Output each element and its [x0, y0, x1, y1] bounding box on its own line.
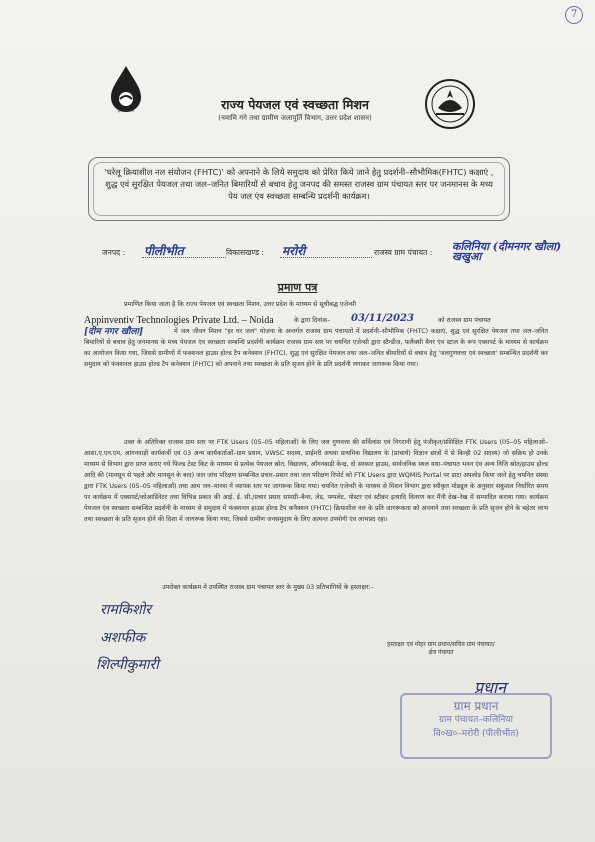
page-number: 7: [565, 6, 583, 24]
banner-text: 'घरेलू क्रियाशील नल संयोजन (FHTC)' को अपनाने के लिये समुदाय को प्रेरित किये जाने हेतु प्रदर्शनी–सौभौमिक(FHTC) कक्षाएं , शुद्ध एवं सुरक्षित पेयजल तथा जल–जनित बिमारियों से बचाव हेतु जनपद की समस्त राजस्व ग्राम पंचायत स्तर पर जनमानस के मध्य पेय जल एंव स्वच्छता सम्बन्धि प्रदर्शनी कार्यक्रम।: [104, 167, 494, 201]
water-drop-logo-icon: [96, 62, 156, 138]
after-date-text: को राजस्व ग्राम पंचायत: [438, 317, 491, 324]
stamp-line-3: वि०ख०–मरोरी (पीलीभीत): [433, 729, 519, 739]
participants-heading: उपरोक्त कार्यक्रम में उपस्थित राजस्व ग्राम पंचायत स्तर के मुख्य 03 प्रतिभागियों के हस्ताक्षर:–: [162, 584, 374, 591]
block-label: विकासखण्ड :: [226, 248, 264, 257]
stamp-line-1: ग्राम प्रधान: [453, 699, 499, 713]
signature-label: हस्ताक्षर एवं मोहर ग्राम प्रधान/सचिव ग्राम पंचायत/ क्षेत्र पंचायत: [387, 641, 495, 656]
district-value: पीलीभीत: [144, 244, 184, 258]
district-dotline: [142, 257, 226, 258]
certificate-title: प्रमाण पत्र: [277, 281, 318, 294]
paragraph-1: में जल जीवन मिशन "हर घर जल" योजना के अन्तर्गत राजस्व ग्राम पंचायतों में प्रदर्शनी–सौभौमिक (FHTC) कक्षाएं, शुद्ध एवं सुरक्षित पेयजल तथा जल–जनित बिमारियों से बचाव हेतु जनमानस के मध्य पेयजल एंव स्वच्छता सम्बन्धि प्रदर्शनी कार्यक्रम राजस्व ग्राम स्तर पर चयनित एजेन्सी द्वारा स्टैन्डीज, फलैक्सी बैनर एंव स्टाल के रूप एक्सपर्ट के माध्यम से कार्यक्रम का आयोजन किया गया, जिससे ग्रामीणों में फक्शनल हाउस होल्ड टैप कनेक्शन (FHTC), शुद्ध एवं सुरक्षित पेयजल तथा जल–जनित बीमारियों से बचाव हेतु 'जलगुणवत्ता एवं स्वच्छता' सम्बन्धित प्रदर्शनी कर समुदाय को फंक्शनल हाउस होल्ड टैप कनेक्शन (FHTC) को अपनाने तथा स्वच्छता के प्रति सृजन होने के प्रति प्रदर्शनी लगाकर जागरूक किया गया।: [84, 328, 548, 368]
paragraph-2: उक्त के अतिरिक्त राजस्व ग्राम स्तर पर FTK Users (05–05 महिलाओं) के लिए जल गुणवत्ता की सर्विलांस एवं निगरानी हेतु पंजीकृत/प्रशिक्षित FTK Users (05–05 महिलाओं–आशा,ए.एन.एम, आंगनवाड़ी कार्यकर्त्री एवं 03 अन्य कार्यकर्ताओं–ग्राम प्रधान, VWSC सदस्य, प्राईमरी अथवा प्राथमिक विद्यालय के (प्राचार्य) विज्ञान छात्रों में से किन्ही 02 सदस्य) जो सक्रिय हो उनके माध्यम से विभाग द्वारा प्राप्त कराए गये फिल्ड टेस्ट किट के माध्यम से प्रत्येक पेयजल स्रोत, विद्यालय, आँगनबाड़ी केन्द्र, दो सरकार हाउस, सार्वजनिक स्थल यथा–पंचायत भवन एंव अन्य निजि स्रोत/हाउस होल्ड आदि की (मानसून से पहले और मानसून के बाद) जल जांच परिक्षण सम्बन्धित प्रचार–प्रसार तथा जल परिक्षण रिपोर्ट को FTK Users द्वारा WQMIS Portal पर डाटा अपलोड किया जाने हेतु चयनित संस्था द्वारा FTK Users (05–05 महिलाओं) तथा आम जन–मानस में व्यापक स्तर पर जागरूक किया गया। चयनित एजेन्सी के माध्यम से मिशन विभाग द्वारा स्वीकृत मोड्यूल के अनुसार सकुशल निर्धारित समय पर कार्यक्रम में एक्सपर्ट/कोआर्डिनेटर तथा विभिन्न प्रकार की आई. ई. सी./प्रचार प्रसार सामग्री–बैनर, लेड, पम्पलेट, पोस्टर एवं स्टीकर इत्यादि वितरण कर मैंनी देख–रेख में सम्पादित कराया गया। कार्यक्रम पेयजल एंव स्वच्छता सम्बन्धित प्रदर्शनी के माध्यम से समुदाय में फंक्शनल हाउस होल्ड टैप कनैक्शन (FHTC) क्रियाशील नल के प्रति जागरूकता को अपनाने तथा स्वच्छता के प्रति सृजन होने के बहेतर लाभ तथा स्वच्छता के प्रति सृजन होने की दिशा में जागरूक किया गया, जिससे ग्रामीण जनसमुदाय के लिए अत्यन्त उपयोगी एंव लाभप्रद रहा।: [84, 439, 548, 523]
agency-name: Appinventiv Technologies Private Ltd. – Noida: [84, 315, 274, 326]
header-subtitle: (नमामि गंगे तथा ग्रामीण जलापूर्ति विभाग, उत्तर प्रदेश शासन): [218, 114, 372, 122]
state-emblem-icon: [424, 78, 476, 130]
date-label: के द्वारा दिनांक–: [294, 317, 331, 324]
block-value: मरोरी: [282, 244, 306, 258]
pradhan-signature: प्रधान: [474, 678, 506, 697]
panchayat-value: कलिनिया (दीमनगर खौला) खखुआ: [452, 240, 562, 263]
block-dotline: [280, 257, 372, 258]
official-stamp: [400, 693, 552, 759]
intro-text: प्रमाणित किया जाता है कि राज्य पेयजल एवं स्वच्छता मिशन, उत्तर प्रदेश के माध्यम से सूचीबद्ध एजेन्सी: [124, 301, 356, 308]
participant-signature-1: रामकिशोर: [100, 602, 151, 618]
place-handwritten: [दीम नगर खौला]: [84, 327, 144, 337]
program-banner: [88, 157, 510, 221]
district-label: जनपद :: [102, 248, 126, 257]
location-row: [84, 242, 584, 262]
panchayat-label: राजस्व ग्राम पंचायत :: [374, 248, 433, 257]
logo-caption: हर घर जल: [118, 108, 134, 113]
stamp-line-2: ग्राम पंचायत–कलिनिया: [439, 715, 513, 725]
participant-signature-2: अशफीक: [100, 630, 146, 646]
participant-signature-3: शिल्पीकुमारी: [96, 657, 159, 673]
program-date: 03/11/2023: [351, 313, 414, 324]
header-title: राज्य पेयजल एवं स्वच्छता मिशन: [221, 97, 369, 112]
